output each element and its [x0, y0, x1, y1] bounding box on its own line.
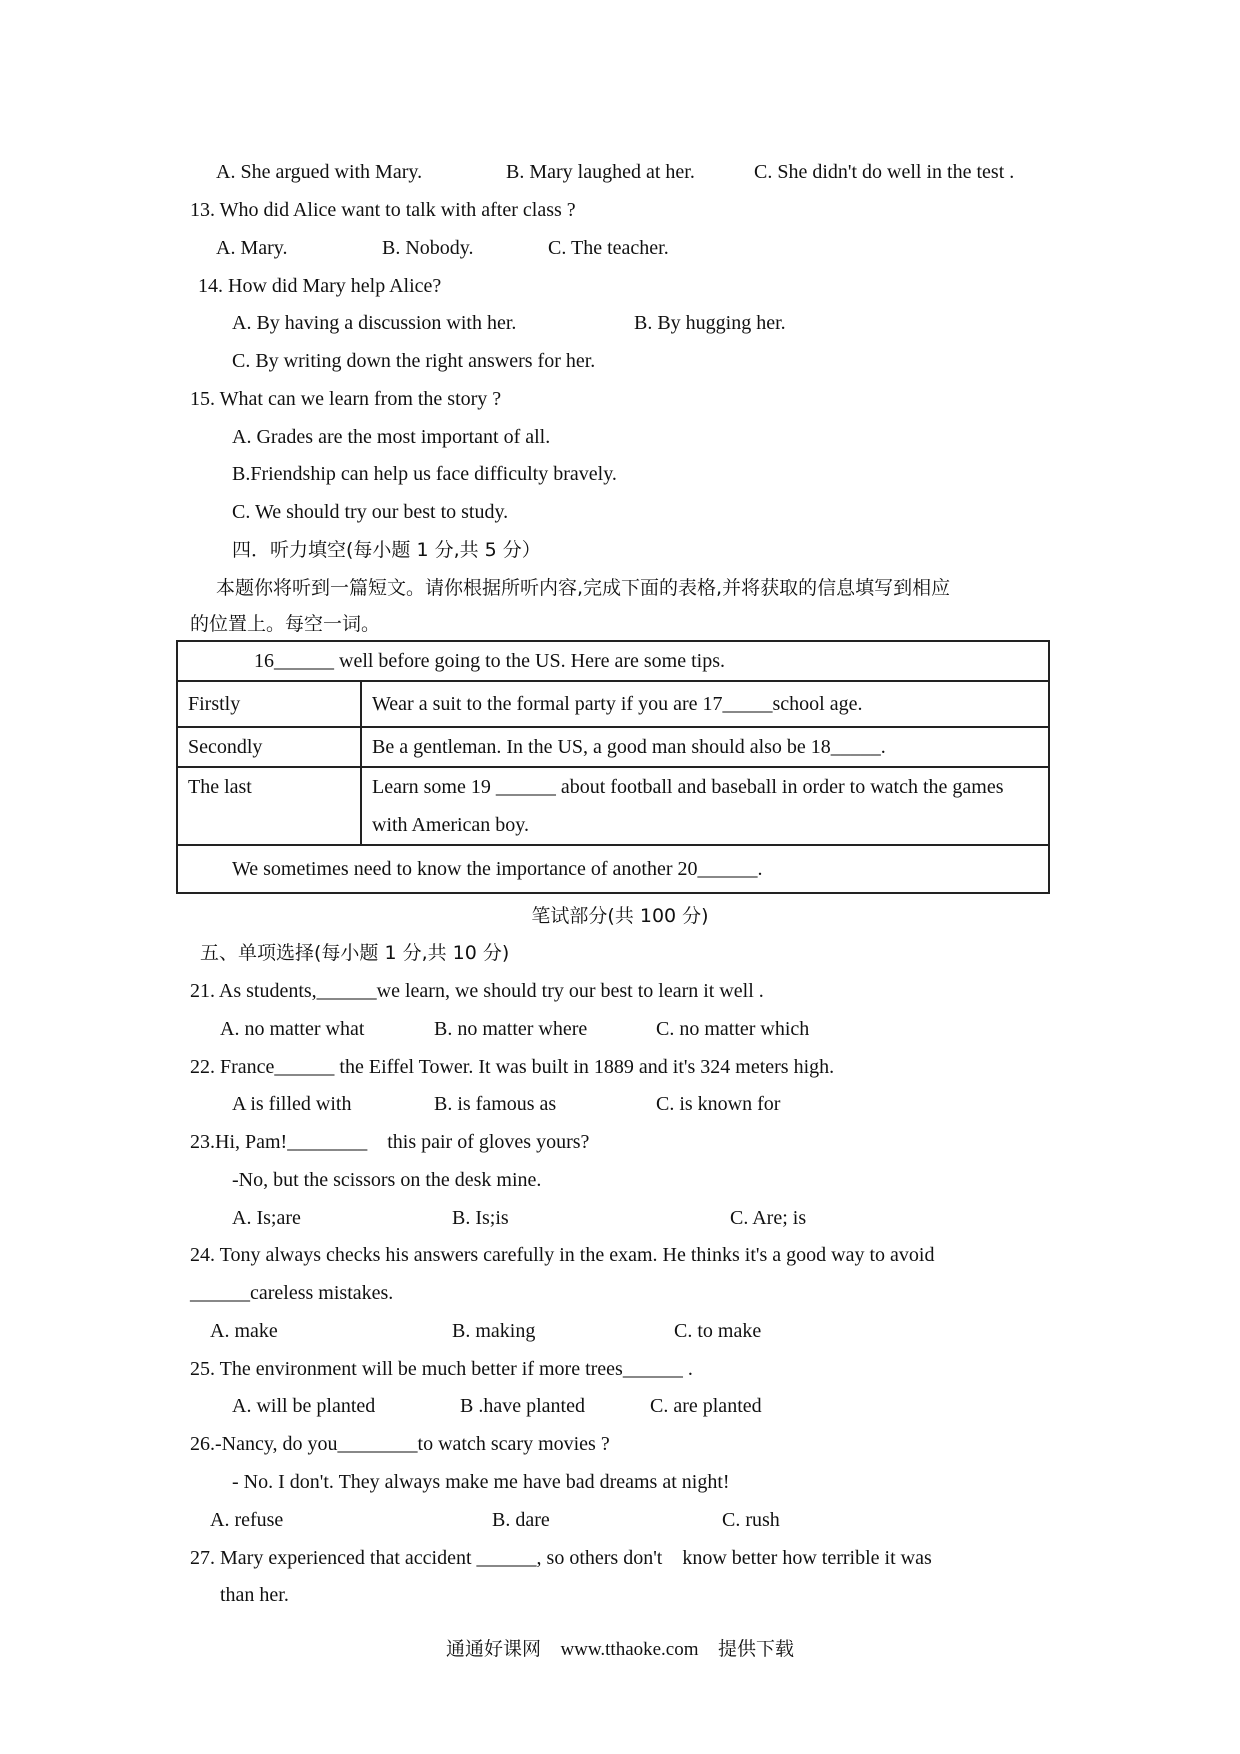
q22-option-b: B. is famous as	[434, 1093, 557, 1115]
tips-table	[176, 640, 1050, 894]
footer-url[interactable]: www.tthaoke.com	[560, 1639, 699, 1660]
q26-option-a: A. refuse	[210, 1509, 284, 1531]
q23-question: 23.Hi, Pam!________ this pair of gloves yours?	[190, 1131, 590, 1153]
section4-instruction-line1: 本题你将听到一篇短文。请你根据所听内容,完成下面的表格,并将获取的信息填写到相应	[216, 577, 951, 599]
q24-line2: ______careless mistakes.	[190, 1282, 394, 1304]
footer-download-text: 提供下载	[718, 1638, 795, 1660]
table-row-label: Secondly	[177, 727, 361, 767]
q27-question: 27. Mary experienced that accident ______, so others don't know better how terrible it was	[190, 1547, 932, 1569]
table-row-text: Wear a suit to the formal party if you are 17_____school age.	[361, 681, 1049, 727]
section4-heading: 四．听力填空(每小题 1 分,共 5 分）	[232, 539, 541, 561]
q22-option-c: C. is known for	[656, 1093, 781, 1115]
q24-option-c: C. to make	[674, 1320, 762, 1342]
q13-option-b: B. Nobody.	[382, 237, 474, 259]
table-row-label: The last	[177, 767, 361, 845]
q13-option-c: C. The teacher.	[548, 237, 669, 259]
q21-option-a: A. no matter what	[220, 1018, 365, 1040]
q22-question: 22. France______ the Eiffel Tower. It was built in 1889 and it's 324 meters high.	[190, 1056, 835, 1078]
q23-option-a: A. Is;are	[232, 1207, 301, 1229]
q23-line2: -No, but the scissors on the desk mine.	[232, 1169, 542, 1191]
q26-line2: - No. I don't. They always make me have bad dreams at night!	[232, 1471, 730, 1493]
q27-line2: than her.	[220, 1584, 289, 1606]
table-row-text: Learn some 19 ______ about football and baseball in order to watch the games with American boy.	[361, 767, 1049, 845]
q12-option-c: C. She didn't do well in the test .	[754, 161, 1015, 183]
q25-option-b: B .have planted	[460, 1395, 585, 1417]
q15-option-c: C. We should try our best to study.	[232, 501, 509, 523]
q15-option-a: A. Grades are the most important of all.	[232, 426, 551, 448]
q25-option-a: A. will be planted	[232, 1395, 376, 1417]
q23-option-c: C. Are; is	[730, 1207, 807, 1229]
q14-question: 14. How did Mary help Alice?	[198, 275, 442, 297]
q13-option-a: A. Mary.	[216, 237, 288, 259]
q24-question: 24. Tony always checks his answers carefully in the exam. He thinks it's a good way to avoid	[190, 1244, 935, 1266]
table-row-text: Be a gentleman. In the US, a good man should also be 18_____.	[361, 727, 1049, 767]
q23-option-b: B. Is;is	[452, 1207, 509, 1229]
q26-option-b: B. dare	[492, 1509, 550, 1531]
q25-question: 25. The environment will be much better if more trees______ .	[190, 1358, 693, 1380]
q24-option-a: A. make	[210, 1320, 278, 1342]
section5-heading: 五、单项选择(每小题 1 分,共 10 分)	[200, 942, 510, 964]
q21-question: 21. As students,______we learn, we should try our best to learn it well .	[190, 980, 764, 1002]
q12-option-b: B. Mary laughed at her.	[506, 161, 695, 183]
section4-instruction-line2: 的位置上。每空一词。	[190, 613, 381, 635]
q14-option-c: C. By writing down the right answers for her.	[232, 350, 596, 372]
q14-option-b: B. By hugging her.	[634, 312, 786, 334]
table-header-cell: 16______ well before going to the US. Here are some tips.	[177, 641, 1049, 681]
q14-option-a: A. By having a discussion with her.	[232, 312, 517, 334]
table-row-label: Firstly	[177, 681, 361, 727]
q22-option-a: A is filled with	[232, 1093, 352, 1115]
q15-question: 15. What can we learn from the story ?	[190, 388, 502, 410]
q25-option-c: C. are planted	[650, 1395, 762, 1417]
q12-option-a: A. She argued with Mary.	[216, 161, 423, 183]
table-footer-cell: We sometimes need to know the importance of another 20______.	[177, 845, 1049, 893]
q13-question: 13. Who did Alice want to talk with after class ?	[190, 199, 576, 221]
q21-option-c: C. no matter which	[656, 1018, 810, 1040]
written-part-title: 笔试部分(共 100 分)	[531, 905, 709, 927]
q15-option-b: B.Friendship can help us face difficulty bravely.	[232, 463, 617, 485]
q21-option-b: B. no matter where	[434, 1018, 588, 1040]
footer-site-name: 通通好课网	[445, 1638, 541, 1660]
q24-option-b: B. making	[452, 1320, 536, 1342]
page-footer	[0, 1634, 1240, 1661]
q26-question: 26.-Nancy, do you________to watch scary movies ?	[190, 1433, 610, 1455]
q26-option-c: C. rush	[722, 1509, 780, 1531]
